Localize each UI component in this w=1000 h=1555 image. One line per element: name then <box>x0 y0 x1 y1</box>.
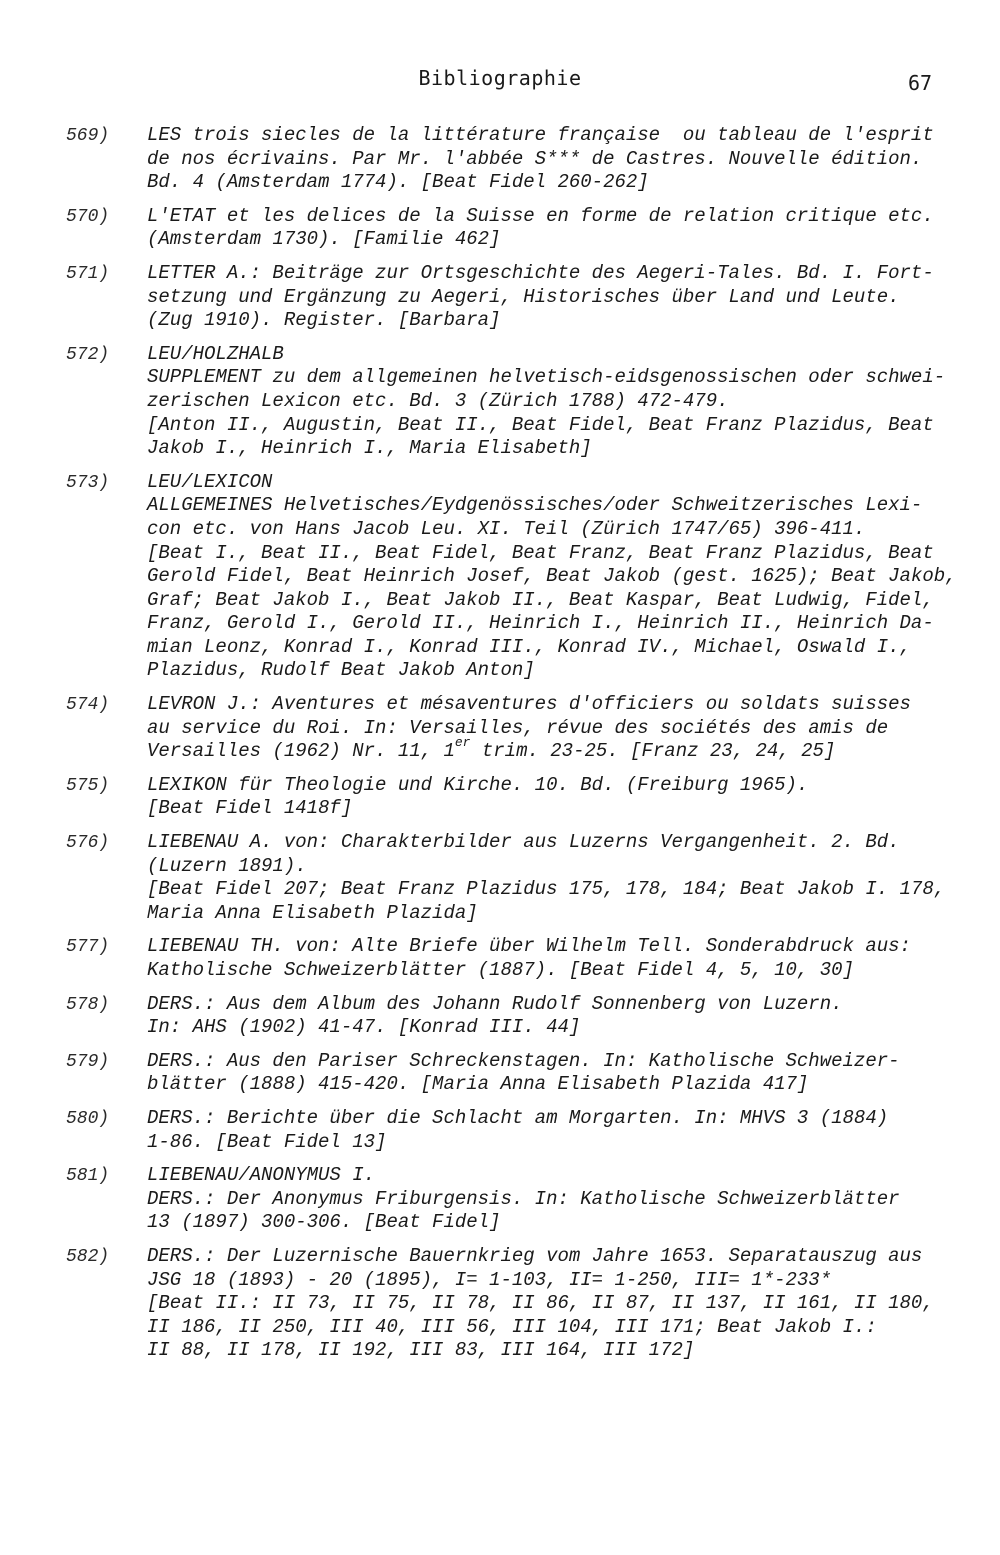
entry-line: SUPPLEMENT zu dem allgemeinen helvetisch-eidsgenossischen oder schwei- <box>147 366 946 389</box>
entry-line: [Beat Fidel 1418f] <box>147 797 353 820</box>
entry-line: ALLGEMEINES Helvetisches/Eydgenössisches/oder Schweitzerisches Lexi- <box>147 494 923 517</box>
entry-line: Plazidus, Rudolf Beat Jakob Anton] <box>147 659 535 682</box>
entry-text <box>147 831 967 925</box>
entry-line: de nos écrivains. Par Mr. l'abbée S*** de Castres. Nouvelle édition. <box>147 147 923 170</box>
entry-line: DERS.: Berichte über die Schlacht am Morgarten. In: MHVS 3 (1884) <box>147 1106 889 1129</box>
entry-line: LEVRON J.: Aventures et mésaventures d'officiers ou soldats suisses <box>147 693 911 716</box>
entry-line: Graf; Beat Jakob I., Beat Jakob II., Beat Kaspar, Beat Ludwig, Fidel, <box>147 588 934 611</box>
entry-line: II 186, II 250, III 40, III 56, III 104, III 171; Beat Jakob I.: <box>147 1315 877 1338</box>
entry-line: DERS.: Der Luzernische Bauernkrieg vom Jahre 1653. Separatauszug aus <box>147 1244 923 1267</box>
entry-text <box>147 1050 967 1097</box>
bibliography-entry <box>0 693 1000 764</box>
entry-line: au service du Roi. In: Versailles, révue des sociétés des amis de <box>147 716 889 739</box>
bibliography-entry <box>0 471 1000 683</box>
entry-text <box>147 1164 967 1235</box>
entry-number: 576) <box>66 833 110 854</box>
entry-line: LES trois siecles de la littérature française ou tableau de l'esprit <box>147 124 934 146</box>
entry-line: Bd. 4 (Amsterdam 1774). [Beat Fidel 260-262] <box>147 171 649 194</box>
entry-number: 581) <box>66 1166 110 1187</box>
entry-line: (Amsterdam 1730). [Familie 462] <box>147 228 501 251</box>
entry-line-text: trim. 23-25. [Franz 23, 24, 25] <box>470 740 836 763</box>
entry-line: LEXIKON für Theologie und Kirche. 10. Bd. (Freiburg 1965). <box>147 773 809 796</box>
bibliography-entry <box>0 774 1000 821</box>
entry-line: Maria Anna Elisabeth Plazida] <box>147 901 478 924</box>
entry-number: 580) <box>66 1108 110 1129</box>
bibliography-entry <box>0 935 1000 982</box>
entry-line: 1-86. [Beat Fidel 13] <box>147 1130 387 1153</box>
entry-line: 13 (1897) 300-306. [Beat Fidel] <box>147 1211 501 1234</box>
bibliography-entry <box>0 262 1000 333</box>
entry-text <box>147 693 967 764</box>
entry-line: JSG 18 (1893) - 20 (1895), I= 1-103, II= 1-250, III= 1*-233* <box>147 1268 832 1291</box>
entry-text <box>147 343 967 461</box>
entry-line: LIEBENAU TH. von: Alte Briefe über Wilhelm Tell. Sonderabdruck aus: <box>147 935 911 958</box>
bibliography-entry <box>0 205 1000 252</box>
entry-number: 570) <box>66 206 110 227</box>
entry-number: 578) <box>66 994 110 1015</box>
entry-line: Franz, Gerold I., Gerold II., Heinrich I., Heinrich II., Heinrich Da- <box>147 612 934 635</box>
entry-line: LEU/LEXICON <box>147 470 273 493</box>
entry-number: 582) <box>66 1246 110 1267</box>
page-number: 67 <box>908 71 933 95</box>
bibliography-entry <box>0 124 1000 195</box>
entry-line: Jakob I., Heinrich I., Maria Elisabeth] <box>147 437 592 460</box>
bibliography-entry <box>0 831 1000 925</box>
entry-line: LETTER A.: Beiträge zur Ortsgeschichte des Aegeri-Tales. Bd. I. Fort- <box>147 261 934 284</box>
entry-text <box>147 1107 967 1154</box>
entry-line: [Beat I., Beat II., Beat Fidel, Beat Franz, Beat Franz Plazidus, Beat <box>147 541 934 564</box>
entry-line: LIEBENAU/ANONYMUS I. <box>147 1164 376 1187</box>
bibliography-entry <box>0 1164 1000 1235</box>
bibliography-entry <box>0 1050 1000 1097</box>
page-title: Bibliographie <box>418 66 582 90</box>
entry-line: [Beat II.: II 73, II 75, II 78, II 86, II 87, II 137, II 161, II 180, <box>147 1292 934 1315</box>
entry-line: (Zug 1910). Register. [Barbara] <box>147 309 501 332</box>
bibliography-entry <box>0 993 1000 1040</box>
entry-number: 573) <box>66 472 110 493</box>
entry-line: DERS.: Der Anonymus Friburgensis. In: Katholische Schweizerblätter <box>147 1187 900 1210</box>
entry-number: 572) <box>66 344 110 365</box>
bibliography-entry <box>0 343 1000 461</box>
entry-line: [Anton II., Augustin, Beat II., Beat Fidel, Beat Franz Plazidus, Beat <box>147 413 934 436</box>
bibliography-entry <box>0 1107 1000 1154</box>
entry-text <box>147 124 967 195</box>
superscript: er <box>454 734 471 750</box>
entry-line: [Beat Fidel 207; Beat Franz Plazidus 175, 178, 184; Beat Jakob I. 178, <box>147 878 946 901</box>
entry-line: setzung und Ergänzung zu Aegeri, Historisches über Land und Leute. <box>147 285 900 308</box>
entry-text <box>147 205 967 252</box>
entry-line: mian Leonz, Konrad I., Konrad III., Konrad IV., Michael, Oswald I., <box>147 635 911 658</box>
entry-line: LEU/HOLZHALB <box>147 342 284 365</box>
entry-line-text: Versailles (1962) Nr. 11, 1 <box>147 740 455 763</box>
entry-line: DERS.: Aus den Pariser Schreckenstagen. In: Katholische Schweizer- <box>147 1049 900 1072</box>
entry-text <box>147 993 967 1040</box>
entry-line: blätter (1888) 415-420. [Maria Anna Elisabeth Plazida 417] <box>147 1073 809 1096</box>
entry-text <box>147 935 967 982</box>
entry-number: 575) <box>66 775 110 796</box>
entry-line: In: AHS (1902) 41-47. [Konrad III. 44] <box>147 1016 581 1039</box>
entry-line: II 88, II 178, II 192, III 83, III 164, III 172] <box>147 1339 695 1362</box>
entry-line: Gerold Fidel, Beat Heinrich Josef, Beat Jakob (gest. 1625); Beat Jakob, <box>147 565 957 588</box>
bibliography-entry <box>0 1245 1000 1363</box>
entry-line: (Luzern 1891). <box>147 854 307 877</box>
entry-number: 569) <box>66 126 110 146</box>
entry-line <box>147 734 967 764</box>
entry-line: Katholische Schweizerblätter (1887). [Beat Fidel 4, 5, 10, 30] <box>147 959 854 981</box>
entry-text <box>147 774 967 821</box>
entry-number: 577) <box>66 937 110 958</box>
entry-line: zerischen Lexicon etc. Bd. 3 (Zürich 1788) 472-479. <box>147 389 729 412</box>
entry-line: LIEBENAU A. von: Charakterbilder aus Luzerns Vergangenheit. 2. Bd. <box>147 831 900 854</box>
entry-number: 571) <box>66 263 110 284</box>
entry-line: DERS.: Aus dem Album des Johann Rudolf Sonnenberg von Luzern. <box>147 992 843 1015</box>
entry-text <box>147 471 967 683</box>
entry-line: con etc. von Hans Jacob Leu. XI. Teil (Zürich 1747/65) 396-411. <box>147 517 866 540</box>
bibliography-list <box>0 124 1000 1373</box>
entry-text <box>147 262 967 333</box>
entry-text <box>147 1245 967 1363</box>
entry-number: 579) <box>66 1051 110 1072</box>
entry-line: L'ETAT et les delices de la Suisse en forme de relation critique etc. <box>147 204 934 227</box>
entry-number: 574) <box>66 695 110 716</box>
